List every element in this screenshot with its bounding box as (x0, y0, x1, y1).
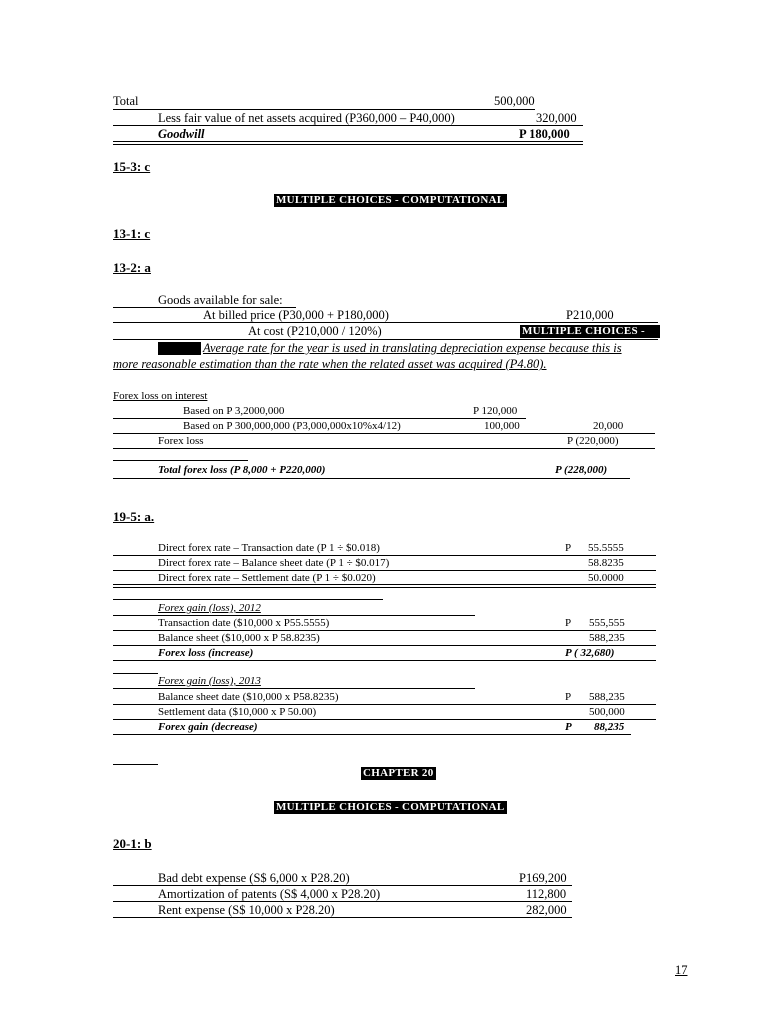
rule (113, 339, 658, 340)
rate-transaction-value: 55.5555 (588, 542, 624, 554)
fx-2013-settlement-label: Settlement data ($10,000 x P 50.00) (158, 706, 317, 718)
total-label: Total (113, 94, 139, 108)
rule (113, 645, 656, 646)
rent-expense-value: 282,000 (526, 903, 567, 917)
rate-transaction-label: Direct forex rate – Transaction date (P 1 ÷ $0.018) (158, 542, 380, 554)
rule (113, 478, 630, 479)
rule (113, 570, 656, 571)
total-forex-loss-value: P (228,000) (555, 464, 608, 476)
black-block (158, 342, 201, 355)
fx-2012-transaction-label: Transaction date ($10,000 x P55.5555) (158, 617, 330, 629)
rule (113, 885, 572, 886)
rule (113, 688, 475, 689)
answer-19-5: 19-5: a. (113, 509, 155, 524)
amortization-value: 112,800 (526, 887, 567, 901)
double-rule (113, 141, 583, 145)
fx-2012-transaction-value: 555,555 (589, 617, 625, 629)
rule (113, 734, 631, 735)
rule (113, 460, 248, 461)
forex-loss-value: P (220,000) (567, 435, 619, 447)
billed-price-label: At billed price (P30,000 + P180,000) (203, 308, 389, 322)
multiple-choices-banner: MULTIPLE CHOICES - (520, 325, 660, 338)
rent-expense-label: Rent expense (S$ 10,000 x P28.20) (158, 903, 335, 917)
note-line-1: Average rate for the year is used in translating depreciation expense because this is (203, 341, 622, 355)
bad-debt-label: Bad debt expense (S$ 6,000 x P28.20) (158, 871, 350, 885)
based-on-3200000-label: Based on P 3,2000,000 (183, 405, 285, 417)
section-banner-mc-2: MULTIPLE CHOICES - COMPUTATIONAL (276, 801, 505, 813)
rule (113, 433, 655, 434)
rule (113, 109, 535, 110)
based-on-300000000-value: 100,000 (484, 420, 520, 432)
goods-available-label: Goods available for sale: (158, 293, 283, 307)
rule (113, 125, 583, 126)
rule (113, 322, 658, 323)
total-value: 500,000 (494, 94, 535, 108)
rule (113, 673, 158, 674)
answer-13-1: 13-1: c (113, 226, 151, 241)
double-rule (113, 584, 656, 588)
fx-2012-balance-label: Balance sheet ($10,000 x P 58.8235) (158, 632, 320, 644)
rule (113, 630, 656, 631)
based-on-3200000-value: P 120,000 (473, 405, 518, 417)
note-line-2: more reasonable estimation than the rate when the related asset was acquired (P4.80). (113, 357, 547, 371)
answer-15-3: 15-3: c (113, 159, 151, 174)
answer-20-1: 20-1: b (113, 836, 152, 851)
rule (113, 660, 656, 661)
at-cost-label: At cost (P210,000 / 120%) (248, 324, 382, 338)
forex-loss-label: Forex loss (158, 435, 204, 447)
rule (113, 555, 656, 556)
fx-2012-transaction-currency: P (565, 617, 572, 629)
bad-debt-value: P169,200 (519, 871, 567, 885)
rule (113, 901, 572, 902)
less-net-assets-value: 320,000 (536, 111, 577, 125)
rule (113, 615, 475, 616)
fx-2013-settlement-value: 500,000 (589, 706, 625, 718)
rule (113, 719, 656, 720)
page-number: 17 (675, 963, 688, 977)
rate-balance-sheet-value: 58.8235 (588, 557, 624, 569)
fx-2012-balance-value: 588,235 (589, 632, 625, 644)
goodwill-value: P 180,000 (519, 127, 570, 141)
rule (113, 764, 158, 765)
total-forex-loss-label: Total forex loss (P 8,000 + P220,000) (158, 464, 326, 476)
billed-price-value: P210,000 (566, 308, 614, 322)
fx-2012-title: Forex gain (loss), 2012 (158, 602, 261, 614)
fx-2013-total-currency: P (565, 721, 572, 733)
fx-2013-balance-currency: P (565, 691, 572, 703)
fx-2012-total-label: Forex loss (increase) (158, 647, 254, 659)
rule (113, 418, 526, 419)
fx-2013-total-value: 88,235 (594, 721, 625, 733)
fx-2013-balance-value: 588,235 (589, 691, 625, 703)
fx-2012-total-value: P ( 32,680) (565, 647, 615, 659)
fx-2013-balance-label: Balance sheet date ($10,000 x P58.8235) (158, 691, 339, 703)
rate-balance-sheet-label: Direct forex rate – Balance sheet date (P 1 ÷ $0.017) (158, 557, 390, 569)
rule (113, 704, 656, 705)
amortization-label: Amortization of patents (S$ 4,000 x P28.20) (158, 887, 381, 901)
less-net-assets-label: Less fair value of net assets acquired (P360,000 – P40,000) (158, 111, 455, 125)
rate-transaction-currency: P (565, 542, 572, 554)
section-banner-mc: MULTIPLE CHOICES - COMPUTATIONAL (276, 194, 505, 206)
fx-2013-title: Forex gain (loss), 2013 (158, 675, 261, 687)
answer-13-2: 13-2: a (113, 260, 151, 275)
rule (113, 917, 572, 918)
rate-settlement-value: 50.0000 (588, 572, 624, 584)
rule (113, 599, 383, 600)
forex-interest-title: Forex loss on interest (113, 390, 208, 402)
based-on-300000000-label: Based on P 300,000,000 (P3,000,000x10%x4/12) (183, 420, 401, 432)
rule (113, 448, 655, 449)
rate-settlement-label: Direct forex rate – Settlement date (P 1 ÷ $0.020) (158, 572, 376, 584)
based-on-300000000-diff: 20,000 (593, 420, 624, 432)
chapter-20-banner: CHAPTER 20 (363, 767, 434, 779)
fx-2013-total-label: Forex gain (decrease) (158, 721, 258, 733)
goodwill-label: Goodwill (158, 127, 205, 141)
